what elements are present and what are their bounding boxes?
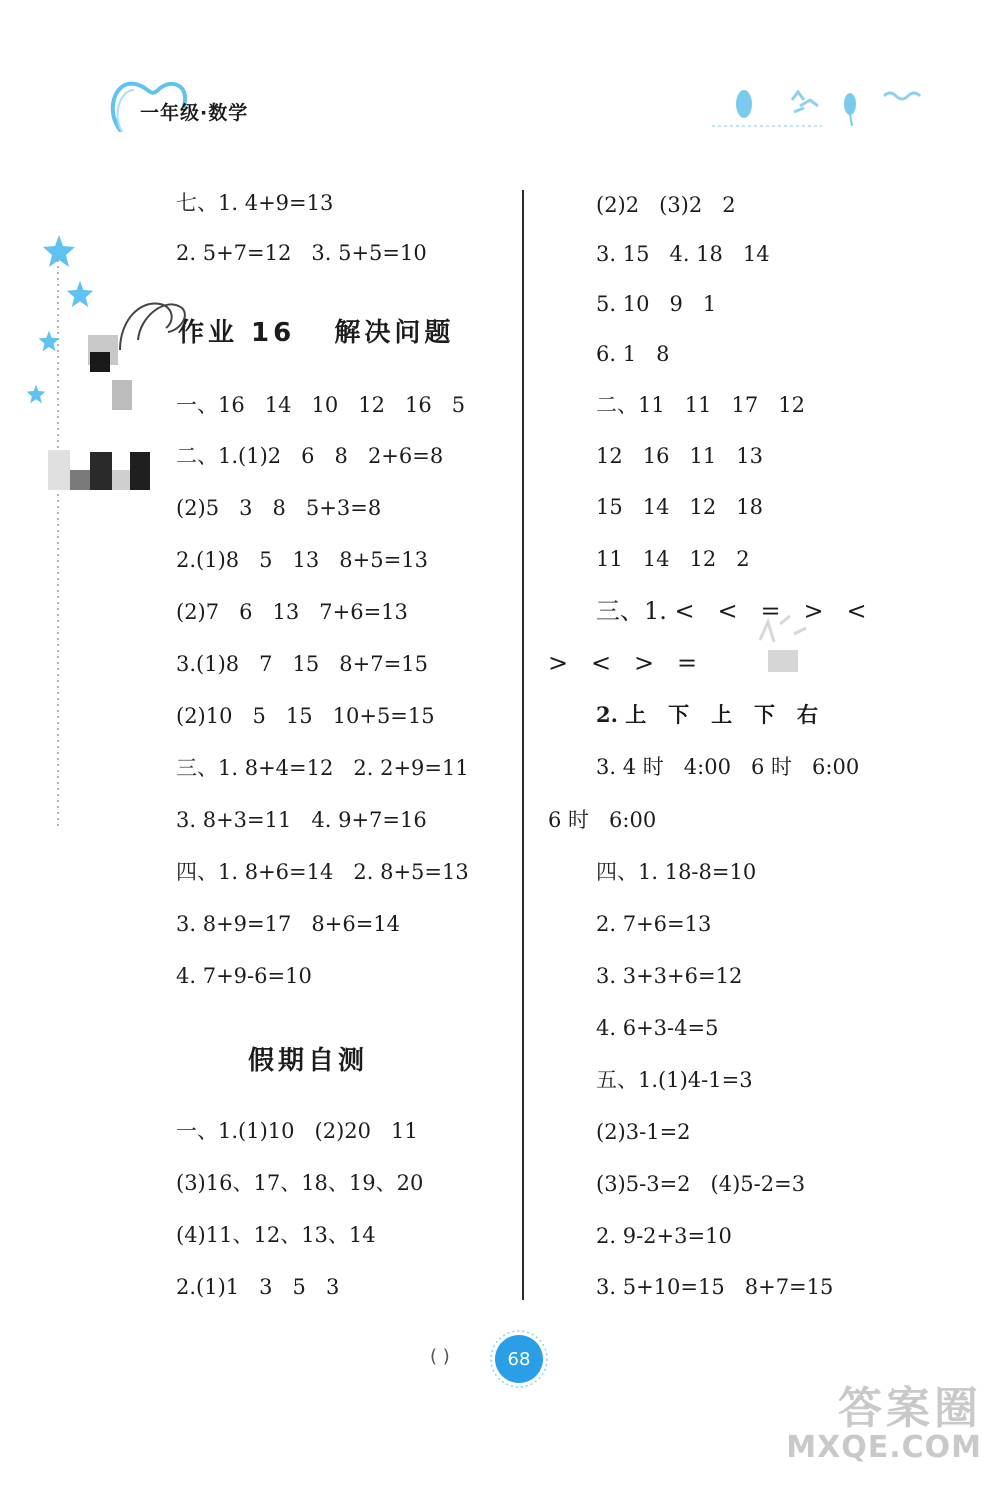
blurred-block	[112, 380, 132, 410]
answer-line: (3)16、17、18、19、20	[176, 1171, 424, 1195]
answer-line: 12 16 11 13	[596, 444, 763, 468]
page-number: 68	[507, 1348, 531, 1370]
answer-line: 五、1.(1)4-1=3	[596, 1068, 753, 1092]
blurred-block	[112, 470, 130, 490]
answer-line: 三、1. 8+4=12 2. 2+9=11	[176, 756, 469, 780]
answer-line: (2)5 3 8 5+3=8	[176, 496, 382, 520]
top-right-decoration-icon	[712, 86, 932, 136]
column-divider	[522, 190, 524, 1300]
watermark-url: MXQE.COM	[786, 1430, 982, 1465]
blurred-block	[90, 452, 112, 490]
answer-line: (2)3-1=2	[596, 1120, 691, 1144]
blurred-block	[90, 352, 110, 372]
answer-line: > < > =	[548, 649, 698, 677]
blurred-block	[70, 470, 90, 490]
star-icon	[66, 280, 94, 308]
answer-line: (4)11、12、13、14	[176, 1223, 376, 1247]
answer-line: 6. 1 8	[596, 342, 670, 366]
answer-line: 3. 8+3=11 4. 9+7=16	[176, 808, 427, 832]
answer-line: (2)7 6 13 7+6=13	[176, 600, 408, 624]
answer-line: 4. 6+3-4=5	[596, 1016, 719, 1040]
answer-line: 一、16 14 10 12 16 5	[176, 393, 466, 417]
answer-line: 七、1. 4+9=13	[176, 191, 334, 215]
answer-line: 15 14 12 18	[596, 495, 763, 519]
answer-line: 11 14 12 2	[596, 547, 750, 571]
answer-line: 5. 10 9 1	[596, 292, 717, 316]
answer-line: 2.(1)1 3 5 3	[176, 1275, 340, 1299]
answer-line: 2.(1)8 5 13 8+5=13	[176, 548, 428, 572]
answer-line: 四、1. 18-8=10	[596, 860, 757, 884]
blurred-block	[768, 650, 798, 672]
answer-line: 3. 8+9=17 8+6=14	[176, 912, 401, 936]
blurred-block	[130, 452, 150, 490]
answer-line: 三、1. < < = > <	[596, 597, 867, 625]
answer-line: 四、1. 8+6=14 2. 8+5=13	[176, 860, 469, 884]
answer-line: (2)2 (3)2 2	[596, 193, 736, 217]
answer-line: 4. 7+9-6=10	[176, 964, 312, 988]
answer-line: 二、1.(1)2 6 8 2+6=8	[176, 444, 444, 468]
watermark-logo-text: 答案圈	[838, 1383, 982, 1434]
answer-line: (2)10 5 15 10+5=15	[176, 704, 435, 728]
header-title: 一年级·数学	[140, 102, 249, 124]
page-number-badge	[490, 1330, 548, 1388]
answer-line: 2. 9-2+3=10	[596, 1224, 732, 1248]
dotted-margin-line-icon	[56, 260, 60, 830]
answer-line: 2. 上 下 上 下 右	[596, 702, 818, 727]
answer-line: 3. 3+3+6=12	[596, 964, 743, 988]
section-heading-selftest: 假期自测	[248, 1046, 369, 1076]
answer-line: (3)5-3=2 (4)5-2=3	[596, 1172, 806, 1196]
section-heading-assignment: 作业 16 解决问题	[178, 318, 455, 348]
footer-paren-mark: ( )	[430, 1346, 450, 1367]
answer-line: 3.(1)8 7 15 8+7=15	[176, 652, 428, 676]
answer-line: 2. 5+7=12 3. 5+5=10	[176, 241, 427, 265]
answer-line: 一、1.(1)10 (2)20 11	[176, 1119, 418, 1143]
watermark	[786, 1383, 982, 1465]
star-icon	[26, 384, 46, 404]
answer-line: 6 时 6:00	[548, 808, 657, 832]
answer-line: 3. 4 时 4:00 6 时 6:00	[596, 755, 860, 779]
blurred-block	[48, 450, 70, 490]
answer-line: 3. 15 4. 18 14	[596, 242, 770, 266]
answer-line: 二、11 11 17 12	[596, 393, 805, 417]
answer-line: 3. 5+10=15 8+7=15	[596, 1275, 834, 1299]
answer-line: 2. 7+6=13	[596, 912, 712, 936]
